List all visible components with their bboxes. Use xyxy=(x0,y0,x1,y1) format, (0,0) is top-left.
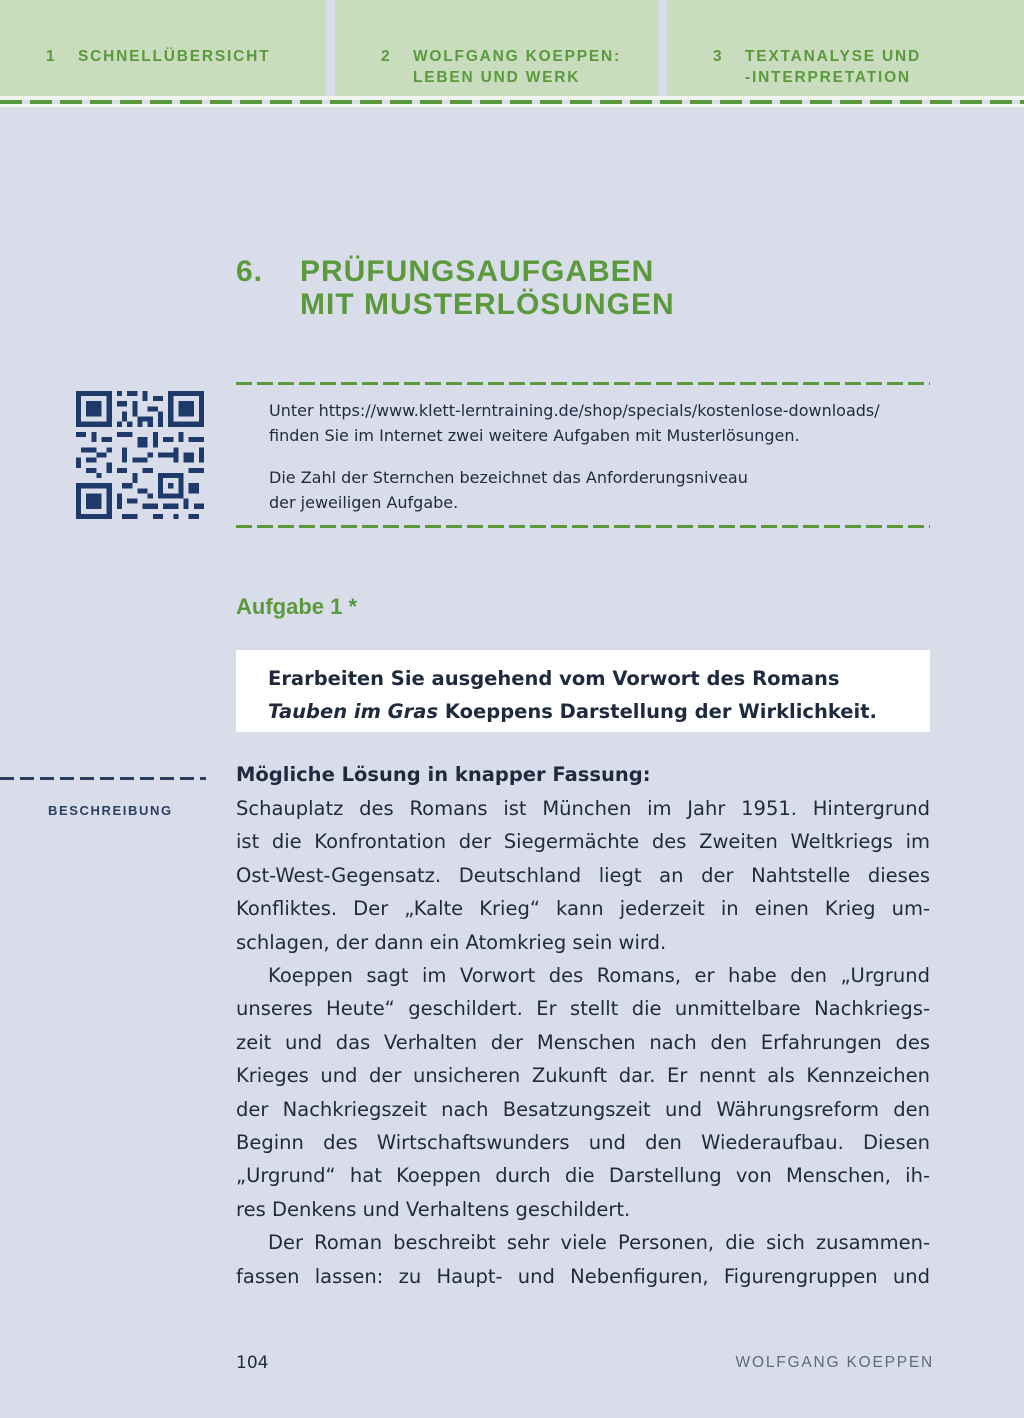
tab-number: 1 xyxy=(46,48,57,65)
body-line: ist die Konfrontation der Siegermächte des Zweiten Weltkriegs im xyxy=(236,830,930,854)
body-line: Krieges und der unsicheren Zukunft dar. Er nennt als Kennzeichen xyxy=(236,1064,930,1088)
body-line: res Denkens und Verhaltens geschildert. xyxy=(236,1197,631,1221)
qr-code-icon[interactable] xyxy=(76,391,204,519)
dashed-divider xyxy=(236,525,930,528)
chapter-number: 6. xyxy=(236,255,264,288)
solution-body xyxy=(236,792,930,1293)
body-line: Beginn des Wirtschaftswunders und den Wiederaufbau. Diesen xyxy=(236,1131,930,1155)
tab-label: WOLFGANG KOEPPEN: LEBEN UND WERK xyxy=(413,48,621,86)
chapter-title: PRÜFUNGSAUFGABEN MIT MUSTERLÖSUNGEN xyxy=(300,255,675,321)
body-line: Der Roman beschreibt sehr viele Personen, die sich zusammen- xyxy=(268,1231,930,1255)
tab-leben-und-werk[interactable] xyxy=(335,0,658,96)
body-line: Konfliktes. Der „Kalte Krieg“ kann jederzeit in einen Krieg um- xyxy=(236,897,930,921)
body-line: Ost-West-Gegensatz. Deutschland liegt an der Nahtstelle dieses xyxy=(236,863,930,887)
margin-label: BESCHREIBUNG xyxy=(48,803,173,818)
tab-textanalyse[interactable] xyxy=(667,0,1024,96)
body-line: unseres Heute“ geschildert. Er stellt die unmittelbare Nachkriegs- xyxy=(236,997,930,1021)
chapter-tabs xyxy=(0,0,1024,96)
page-number: 104 xyxy=(236,1353,269,1373)
running-footer-author: WOLFGANG KOEPPEN xyxy=(735,1354,934,1371)
dashed-divider xyxy=(236,382,930,385)
task-box xyxy=(236,650,930,732)
body-line: Koeppen sagt im Vorwort des Romans, er habe den „Urgrund xyxy=(268,964,930,988)
tab-label: SCHNELLÜBERSICHT xyxy=(78,48,271,65)
solution-heading: Mögliche Lösung in knapper Fassung: xyxy=(236,763,651,786)
tab-schnelluebersicht[interactable] xyxy=(0,0,326,96)
margin-dashed-divider xyxy=(0,777,206,780)
info-note: Die Zahl der Sternchen bezeichnet das Anforderungsniveau der jeweiligen Aufgabe. xyxy=(269,468,748,512)
tab-label: TEXTANALYSE UND -INTERPRETATION xyxy=(745,48,921,86)
tab-divider xyxy=(0,104,1024,107)
tab-number: 3 xyxy=(713,48,724,65)
task-text: Erarbeiten Sie ausgehend vom Vorwort des Romans Tauben im Gras Koeppens Darstellung der Wirklichkeit. xyxy=(268,667,877,723)
task-heading: Aufgabe 1 * xyxy=(236,594,358,619)
info-text: Unter https://www.klett-lerntraining.de/shop/specials/kostenlose-downloads/ finden Sie im Internet zwei weitere Aufgaben mit Musterlösungen. xyxy=(269,398,880,448)
body-line: „Urgrund“ hat Koeppen durch die Darstellung von Menschen, ih- xyxy=(236,1164,930,1188)
body-line: Schauplatz des Romans ist München im Jahr 1951. Hintergrund xyxy=(236,797,930,820)
tab-number: 2 xyxy=(381,48,392,65)
body-line: fassen lassen: zu Haupt- und Nebenfiguren, Figurengruppen und xyxy=(236,1264,930,1288)
body-line: schlagen, der dann ein Atomkrieg sein wird. xyxy=(236,930,667,954)
body-line: zeit und das Verhalten der Menschen nach den Erfahrungen des xyxy=(236,1030,930,1054)
body-line: der Nachkriegszeit nach Besatzungszeit und Währungsreform den xyxy=(236,1097,930,1121)
info-download-link[interactable]: Unter https://www.klett-lerntraining.de/shop/specials/kostenlose-downloads/ xyxy=(269,401,880,420)
